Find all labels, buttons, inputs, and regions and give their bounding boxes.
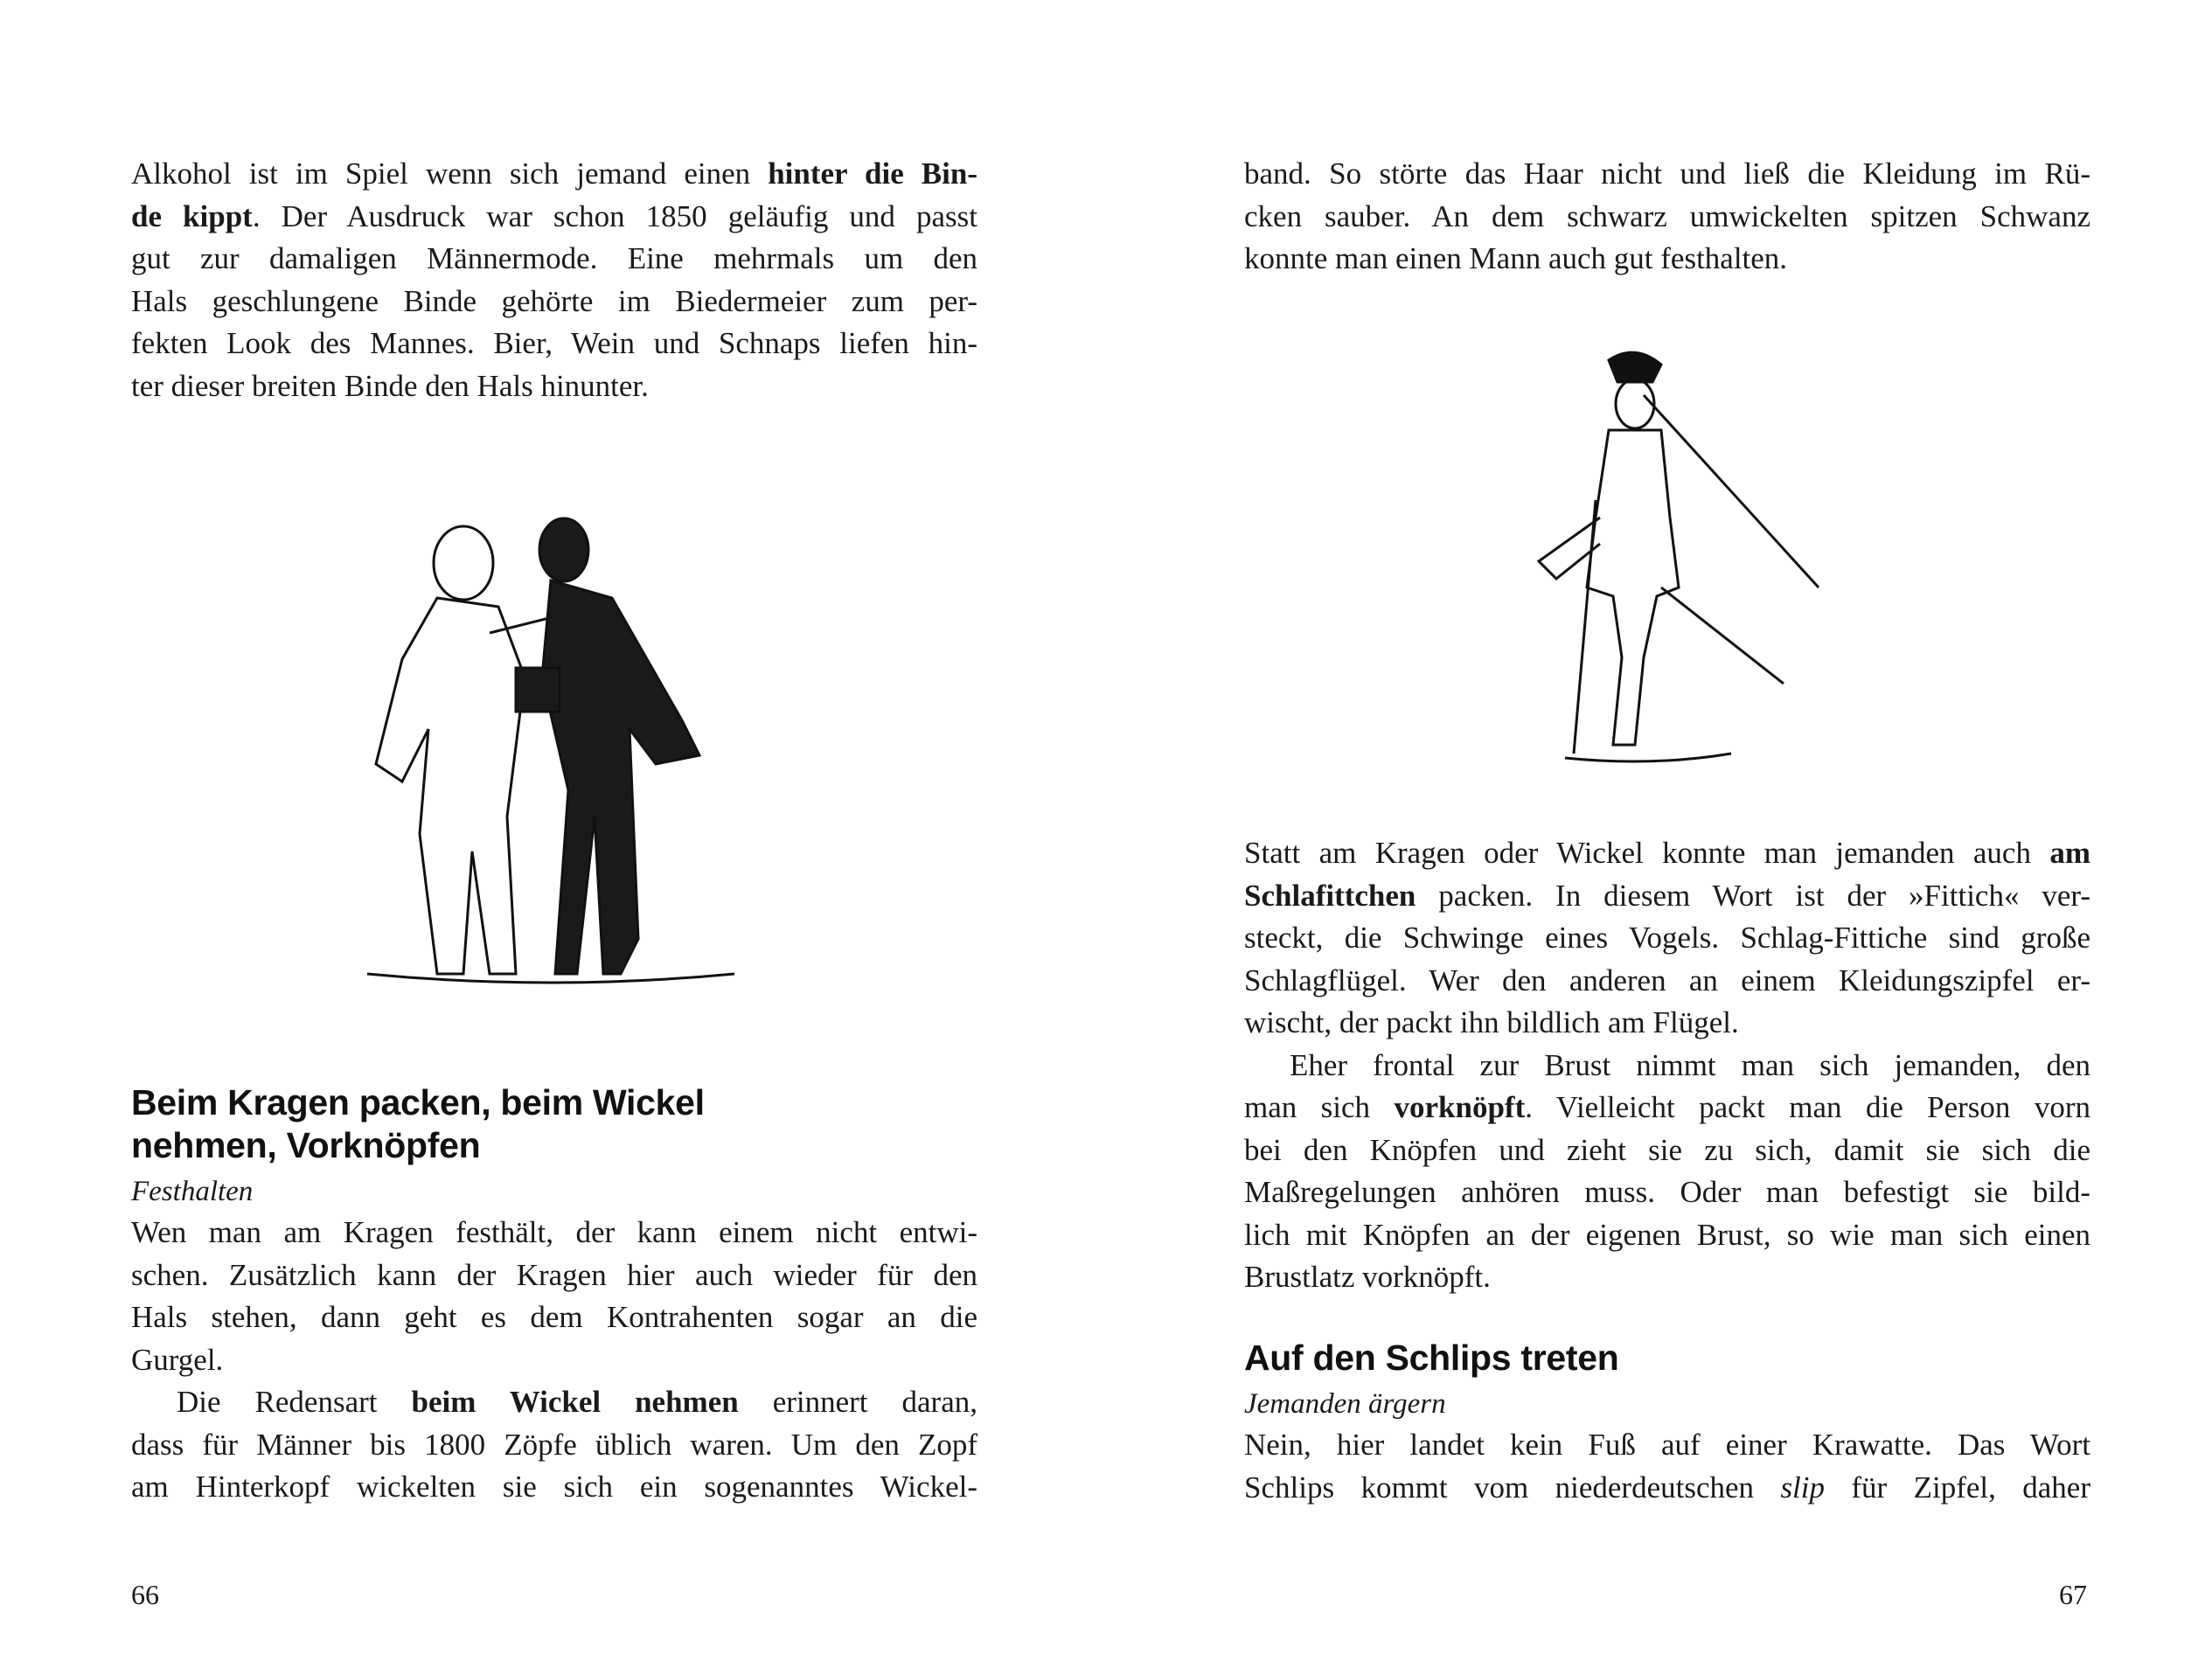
text-run: wischt, der packt ihn bildlich am Flügel. [1244,1005,1739,1039]
text-line [1244,1171,2090,1214]
left-body-paragraph [131,1212,977,1509]
text-line [131,1424,977,1467]
text-line [1244,153,2090,196]
text-line [1244,917,2090,960]
text-line [131,1381,977,1424]
text-run: . Der Ausdruck war schon 1850 geläufig und passt [252,198,977,233]
text-line [131,1254,977,1297]
text-run: man sich [1244,1090,1395,1124]
text-line [1244,1424,2090,1467]
bold-phrase: hinter die Bin- [768,156,977,191]
right-intro-paragraph [1244,153,2090,281]
text-run: schen. Zusätzlich kann der Kragen hier auch wieder für den [131,1257,977,1292]
text-line [131,323,977,365]
text-line [131,238,977,281]
text-line [1244,1045,2090,1088]
text-line [131,1339,977,1382]
text-line [1244,196,2090,239]
text-line [1244,1214,2090,1257]
right-body-paragraph-schlips [1244,1424,2090,1509]
text-line [131,281,977,323]
text-run: Schlagflügel. Wer den anderen an einem Kleidungszipfel er- [1244,963,2090,997]
text-run: erinnert daran, [738,1385,978,1419]
section-heading-kragen [131,1081,988,1167]
page-number-right: 67 [2059,1579,2087,1610]
text-run: bei den Knöpfen und zieht sie zu sich, damit sie sich die [1244,1132,2090,1167]
text-run: . Vielleicht packt man die Person vorn [1525,1090,2091,1124]
text-run: Maßregelungen anhören muss. Oder man befestigt sie bild- [1244,1175,2090,1209]
section-subtitle-festhalten: Festhalten [131,1176,254,1207]
text-line [1244,238,2090,281]
text-line [1244,960,2090,1003]
text-run: Die Redensart [177,1385,412,1419]
left-intro-paragraph [131,153,977,407]
text-run: Nein, hier landet kein Fuß auf einer Krawatte. Das Wort [1244,1428,2090,1462]
text-line [131,196,977,239]
text-line [1244,875,2090,918]
text-line [131,1296,977,1339]
text-line [131,153,977,196]
text-line [1244,1256,2090,1299]
text-run: Alkohol ist im Spiel wenn sich jemand einen [131,156,769,191]
text-run: am Hinterkopf wickelten sie sich ein sogenanntes Wickel- [131,1470,977,1504]
text-run: Brustlatz vorknöpft. [1244,1260,1491,1294]
text-run: für Zipfel, daher [1825,1470,2090,1505]
text-run: lich mit Knöpfen an der eigenen Brust, so wie man sich einen [1244,1217,2090,1252]
text-line [1244,1087,2090,1129]
bold-phrase: vorknöpft [1394,1090,1526,1124]
text-run: Eher frontal zur Brust nimmt man sich jemanden, den [1290,1047,2090,1082]
text-line [131,1466,977,1509]
bold-phrase: Schlafittchen [1244,878,1416,913]
italic-word: slip [1780,1470,1826,1505]
text-line [1244,1129,2090,1172]
bold-phrase: de kippt [131,198,253,233]
heading-line: Beim Kragen packen, beim Wickel [131,1082,705,1122]
heading-line: Auf den Schlips treten [1244,1338,1619,1378]
text-run: konnte man einen Mann auch gut festhalten. [1244,241,1788,275]
text-run: ter dieser breiten Binde den Hals hinunter. [131,368,649,403]
text-run: dass für Männer bis 1800 Zöpfe üblich waren. Um den Zopf [131,1427,977,1462]
text-run: gut zur damaligen Männermode. Eine mehrmals um den [131,241,977,275]
text-line [1244,832,2090,875]
text-run: packen. In diesem Wort ist der »Fittich« ver- [1416,878,2090,913]
text-run: Gurgel. [131,1342,224,1377]
text-line [131,1212,977,1254]
text-run: steckt, die Schwinge eines Vogels. Schlag-Fittiche sind große [1244,921,2090,955]
bold-phrase: beim Wickel nehmen [411,1385,739,1419]
text-line [1244,1002,2090,1045]
text-run: band. So störte das Haar nicht und ließ die Kleidung im Rü- [1244,156,2090,191]
text-line [131,365,977,408]
section-heading-schlips [1244,1337,2101,1380]
right-body-paragraph [1244,832,2090,1299]
heading-line: nehmen, Vorknöpfen [131,1125,481,1165]
text-run: fekten Look des Mannes. Bier, Wein und Schnaps liefen hin- [131,326,977,360]
text-line [1244,1467,2090,1510]
illustration-two-gentlemen [350,502,754,998]
page-number-left: 66 [131,1579,159,1610]
text-run: Hals geschlungene Binde gehörte im Biedermeier zum per- [131,283,977,318]
text-run: Hals stehen, dann geht es dem Kontrahenten sogar an die [131,1300,977,1334]
text-run: Wen man am Kragen festhält, der kann einem nicht entwi- [131,1215,977,1249]
bold-phrase: am [2049,836,2090,870]
text-run: cken sauber. An dem schwarz umwickelten spitzen Schwanz [1244,198,2090,233]
text-run: Statt am Kragen oder Wickel konnte man jemanden auch [1244,836,2050,870]
section-subtitle-jemanden-aergern: Jemanden ärgern [1244,1388,1446,1420]
text-run: Schlips kommt vom niederdeutschen [1244,1470,1781,1505]
illustration-rococo-gentleman [1513,343,1827,771]
